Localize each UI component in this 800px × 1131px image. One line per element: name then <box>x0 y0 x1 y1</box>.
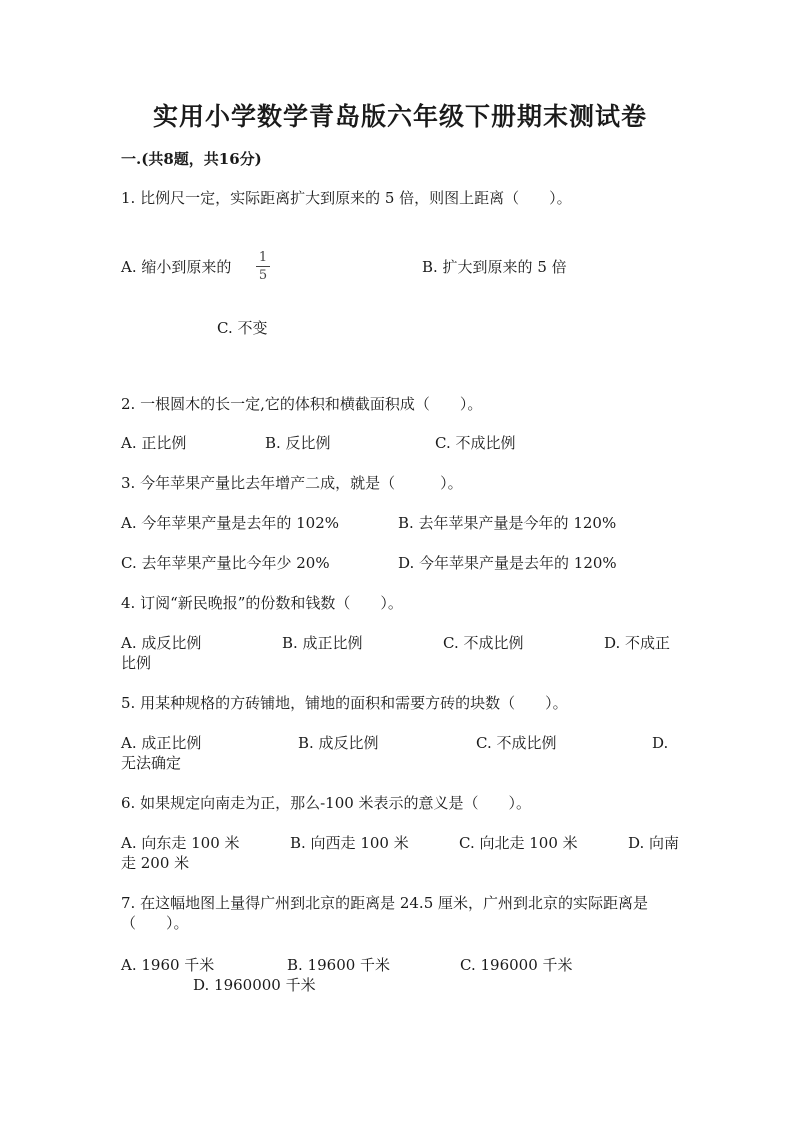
question-2-option-c: C. 不成比例 <box>435 434 516 452</box>
question-1-option-c: C. 不变 <box>217 319 268 337</box>
question-1-option-b: B. 扩大到原来的 5 倍 <box>422 258 567 276</box>
question-3-option-a: A. 今年苹果产量是去年的 102% <box>121 514 340 532</box>
question-7-option-a: A. 1960 千米 <box>121 956 215 974</box>
question-6-option-b: B. 向西走 100 米 <box>290 834 409 852</box>
question-3-option-c: C. 去年苹果产量比今年少 20% <box>121 554 330 572</box>
question-6-option-c: C. 向北走 100 米 <box>459 834 578 852</box>
fraction-denominator: 5 <box>258 268 268 283</box>
question-4-option-b: B. 成正比例 <box>282 634 363 652</box>
question-2-option-b: B. 反比例 <box>265 434 331 452</box>
question-3-stem: 3. 今年苹果产量比去年增产二成，就是（ ）。 <box>121 474 463 492</box>
question-4-stem: 4. 订阅“新民晚报”的份数和钱数（ ）。 <box>121 594 403 612</box>
question-6-option-d-wrap: 走 200 米 <box>121 854 190 872</box>
question-1-stem: 1. 比例尺一定，实际距离扩大到原来的 5 倍，则图上距离（ ）。 <box>121 189 572 207</box>
question-6-option-a: A. 向东走 100 米 <box>121 834 240 852</box>
fraction-bar <box>256 266 270 267</box>
question-4-option-d: D. 不成正 <box>604 634 671 652</box>
question-7-option-b: B. 19600 千米 <box>287 956 391 974</box>
question-6-option-d: D. 向南 <box>628 834 680 852</box>
question-7-option-c: C. 196000 千米 <box>460 956 573 974</box>
question-4-option-a: A. 成反比例 <box>121 634 202 652</box>
question-3-option-b: B. 去年苹果产量是今年的 120% <box>398 514 617 532</box>
question-4-option-d-wrap: 比例 <box>121 654 152 672</box>
question-2-stem: 2. 一根圆木的长一定,它的体积和横截面积成（ ）。 <box>121 395 483 413</box>
question-5-option-d-wrap: 无法确定 <box>121 754 182 772</box>
question-3-option-d: D. 今年苹果产量是去年的 120% <box>398 554 617 572</box>
page-title: 实用小学数学青岛版六年级下册期末测试卷 <box>152 102 647 131</box>
question-5-option-d: D. <box>652 734 669 752</box>
question-7-stem-wrap: （ ）。 <box>121 914 189 932</box>
question-7-option-d: D. 1960000 千米 <box>193 976 316 994</box>
question-5-option-a: A. 成正比例 <box>121 734 202 752</box>
question-1-option-a-fraction <box>254 250 272 283</box>
question-6-stem: 6. 如果规定向南走为正，那么-100 米表示的意义是（ ）。 <box>121 794 532 812</box>
question-5-option-c: C. 不成比例 <box>476 734 557 752</box>
question-2-option-a: A. 正比例 <box>121 434 187 452</box>
section-heading: 一.(共8题，共16分) <box>121 150 262 168</box>
fraction-numerator: 1 <box>258 250 268 265</box>
question-4-option-c: C. 不成比例 <box>443 634 524 652</box>
question-5-option-b: B. 成反比例 <box>298 734 379 752</box>
question-5-stem: 5. 用某种规格的方砖铺地，铺地的面积和需要方砖的块数（ ）。 <box>121 694 568 712</box>
question-7-stem: 7. 在这幅地图上量得广州到北京的距离是 24.5 厘米，广州到北京的实际距离是 <box>121 894 649 912</box>
question-1-option-a: A. 缩小到原来的 <box>121 258 232 276</box>
